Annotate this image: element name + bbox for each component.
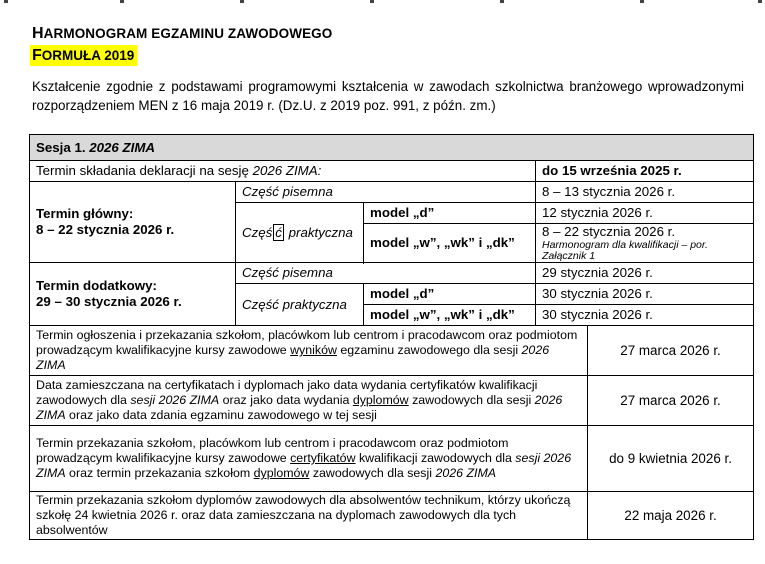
- main-written-label: Część pisemna: [236, 182, 536, 203]
- table-row: [30, 426, 754, 492]
- row-underlined: dyplomów: [352, 393, 409, 407]
- declaration-text: Termin składania deklaracji na sesję: [36, 163, 253, 178]
- row-text: zawodowych dla sesji: [408, 393, 535, 407]
- extra-model-d-date: 30 stycznia 2026 r.: [536, 284, 754, 305]
- extra-written-row: [30, 263, 754, 284]
- row-text: Data zamieszczana na certyfikatach i dyplomach jako data wydania certyfikatów kwalifikacji zawodowych dla: [36, 378, 538, 407]
- main-written-row: [30, 182, 754, 203]
- main-term-title: Termin główny:: [36, 206, 134, 221]
- table-row: [30, 492, 754, 540]
- declaration-row: [30, 161, 754, 182]
- text-cursor-box: ć: [275, 224, 282, 240]
- title-smallcaps: ARMONOGRAM EGZAMINU ZAWODOWEGO: [43, 26, 333, 41]
- session-name: 2026 ZIMA: [89, 139, 156, 155]
- page-title: [32, 25, 332, 43]
- title-initial: H: [32, 25, 44, 42]
- main-term-cell: [30, 182, 236, 263]
- extra-model-w-label: model „w”, „wk” i „dk”: [364, 305, 536, 326]
- table-row: [30, 376, 754, 426]
- results-date: 27 marca 2026 r.: [588, 326, 754, 376]
- extra-term-cell: [30, 263, 236, 326]
- delivery-date: do 9 kwietnia 2026 r.: [588, 426, 754, 492]
- main-model-w-label: model „w”, „wk” i „dk”: [364, 224, 536, 263]
- practical-label-part: praktyczna: [284, 224, 353, 240]
- row-underlined: certyfikatów: [290, 451, 356, 465]
- graduates-description: Termin przekazania szkołom dyplomów zawodowych dla absolwentów technikum, którzy ukończą szkołę 24 kwietnia 2026 r. oraz data zamieszczana na dyplomach zawodowych dla tych absolwentów: [30, 492, 588, 540]
- row-text: oraz termin przekazania szkołom: [65, 466, 254, 480]
- row-text: zawodowych dla sesji: [309, 466, 436, 480]
- row-italic: sesji 2026 ZIMA: [36, 451, 572, 480]
- certificate-date: 27 marca 2026 r.: [588, 376, 754, 426]
- schedule-table: [29, 134, 754, 540]
- row-text: Termin ogłoszenia i przekazania szkołom, placówkom lub centrom i pracodawcom oraz podmiotom prowadzącym kwalifikacyjne kursy zawodowe: [36, 328, 578, 357]
- row-text: oraz jako data wydania: [219, 393, 353, 407]
- main-term-range: 8 – 22 stycznia 2026 r.: [36, 222, 175, 237]
- row-underlined: dyplomów: [253, 466, 310, 480]
- declaration-label: [30, 161, 536, 182]
- graduates-date: 22 maja 2026 r.: [588, 492, 754, 540]
- formula-initial: F: [32, 47, 42, 64]
- main-model-w-date: 8 – 22 stycznia 2026 r.: [542, 224, 676, 239]
- row-italic: 2026 ZIMA: [435, 466, 497, 480]
- results-description: [30, 326, 588, 376]
- formula-label: [30, 45, 137, 66]
- page-top-edge: [0, 0, 765, 8]
- main-model-d-date: 12 stycznia 2026 r.: [536, 203, 754, 224]
- row-text: kwalifikacji zawodowych dla: [355, 451, 516, 465]
- extra-written-label: Część pisemna: [236, 263, 536, 284]
- row-text: Termin przekazania szkołom, placówkom lub centrom i pracodawcom oraz podmiotom prowadzącym kwalifikacyjne kursy zawodowe: [36, 436, 509, 465]
- session-header: [30, 135, 754, 161]
- session-header-row: [30, 135, 754, 161]
- extra-term-range: 29 – 30 stycznia 2026 r.: [36, 294, 182, 309]
- certificate-date-description: [30, 376, 588, 426]
- formula-smallcaps: ORMUŁA 2019: [41, 48, 135, 63]
- row-text: egzaminu zawodowego dla sesji: [336, 343, 522, 357]
- main-practical-label: [236, 203, 364, 263]
- main-model-w-date-cell: [536, 224, 754, 263]
- practical-label-part: Częś: [242, 224, 273, 240]
- extra-term-title: Termin dodatkowy:: [36, 278, 157, 293]
- declaration-date: do 15 września 2025 r.: [536, 161, 754, 182]
- declaration-session: 2026 ZIMA:: [252, 163, 322, 178]
- extra-model-d-label: model „d”: [364, 284, 536, 305]
- main-model-d-label: model „d”: [364, 203, 536, 224]
- intro-paragraph: Kształcenie zgodnie z podstawami programowymi kształcenia w zawodach szkolnictwa branżowego wprowadzonymi rozporządzeniem MEN z 16 maja 2019 r. (Dz.U. z 2019 poz. 991, z późn. zm.): [32, 79, 744, 113]
- extra-written-date: 29 stycznia 2026 r.: [536, 263, 754, 284]
- delivery-description: [30, 426, 588, 492]
- table-row: [30, 326, 754, 376]
- row-italic: 2026 ZIMA: [36, 393, 563, 422]
- row-italic: sesji 2026 ZIMA: [130, 393, 220, 407]
- row-italic: 2026 ZIMA: [36, 343, 550, 372]
- extra-practical-label: Część praktyczna: [236, 284, 364, 326]
- main-written-date: 8 – 13 stycznia 2026 r.: [536, 182, 754, 203]
- session-label: Sesja 1.: [36, 139, 90, 155]
- main-model-w-note: Harmonogram dla kwalifikacji – por. Załącznik 1: [542, 239, 708, 262]
- row-text: oraz jako data zdania egzaminu zawodowego w tej sesji: [65, 408, 377, 422]
- row-underlined: wyników: [290, 343, 337, 357]
- extra-model-w-date: 30 stycznia 2026 r.: [536, 305, 754, 326]
